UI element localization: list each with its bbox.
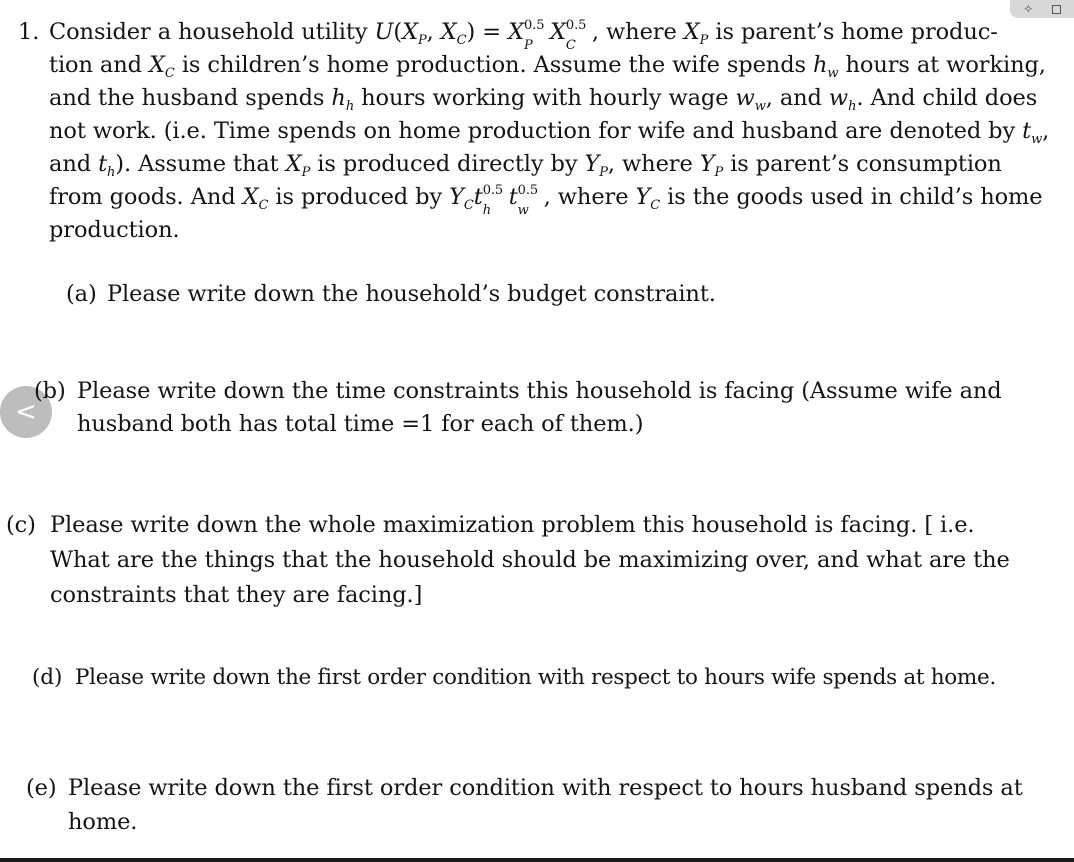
- window-controls: [1010, 0, 1074, 18]
- pin-icon[interactable]: ✧: [1023, 2, 1034, 16]
- part-d-label: (d): [32, 665, 63, 690]
- part-c-line-1: Please write down the whole maximization problem this household is facing. [ i.e.: [50, 512, 975, 538]
- problem-line-4: not work. (i.e. Time spends on home production for wife and husband are denoted by $t_w$,: [49, 118, 1050, 147]
- part-c-label: (c): [6, 512, 36, 538]
- problem-line-7: production.: [49, 217, 180, 243]
- part-e-label: (e): [26, 775, 57, 801]
- part-a-line-1: Please write down the household’s budget constraint.: [107, 281, 716, 307]
- problem-number: 1.: [18, 19, 40, 45]
- problem-line-3: and the husband spends $h_h$ hours working with hourly wage $w_w$, and $w_h$. And child does: [49, 85, 1038, 114]
- part-d-line-1: Please write down the first order condition with respect to hours wife spends at home.: [75, 665, 996, 690]
- part-a-label: (a): [66, 281, 97, 307]
- part-c-line-2: What are the things that the household should be maximizing over, and what are the: [50, 547, 1010, 573]
- part-b-label: (b): [34, 378, 66, 404]
- part-b-line-1: Please write down the time constraints this household is facing (Assume wife and: [77, 378, 1002, 404]
- part-e-line-2: home.: [68, 809, 138, 835]
- chevron-left-icon: <: [15, 397, 37, 427]
- problem-line-6: from goods. And $X_C$ is produced by $Y_Ct$ 0.5 h t 0.5 w , where $Y_C$ is the goods used in child’s home: [49, 183, 1043, 218]
- part-b-line-2: husband both has total time =1 for each of them.): [77, 411, 644, 437]
- part-c-line-3: constraints that they are facing.]: [50, 582, 423, 608]
- problem-line-2: tion and $X_C$ is children’s home production. Assume the wife spends $h_w$ hours at working,: [49, 52, 1046, 81]
- bottom-border: [0, 858, 1074, 862]
- restore-icon[interactable]: [1052, 5, 1061, 14]
- problem-line-1: Consider a household utility $U(X_P$, $X_C) = X$ 0.5 P X 0.5 C , where $X_P$ is parent’s home produc-: [49, 18, 998, 53]
- part-e-line-1: Please write down the first order condition with respect to hours husband spends at: [68, 775, 1023, 801]
- problem-line-5: and $t_h$). Assume that $X_P$ is produced directly by $Y_P$, where $Y_P$ is parent’s consumption: [49, 151, 1002, 180]
